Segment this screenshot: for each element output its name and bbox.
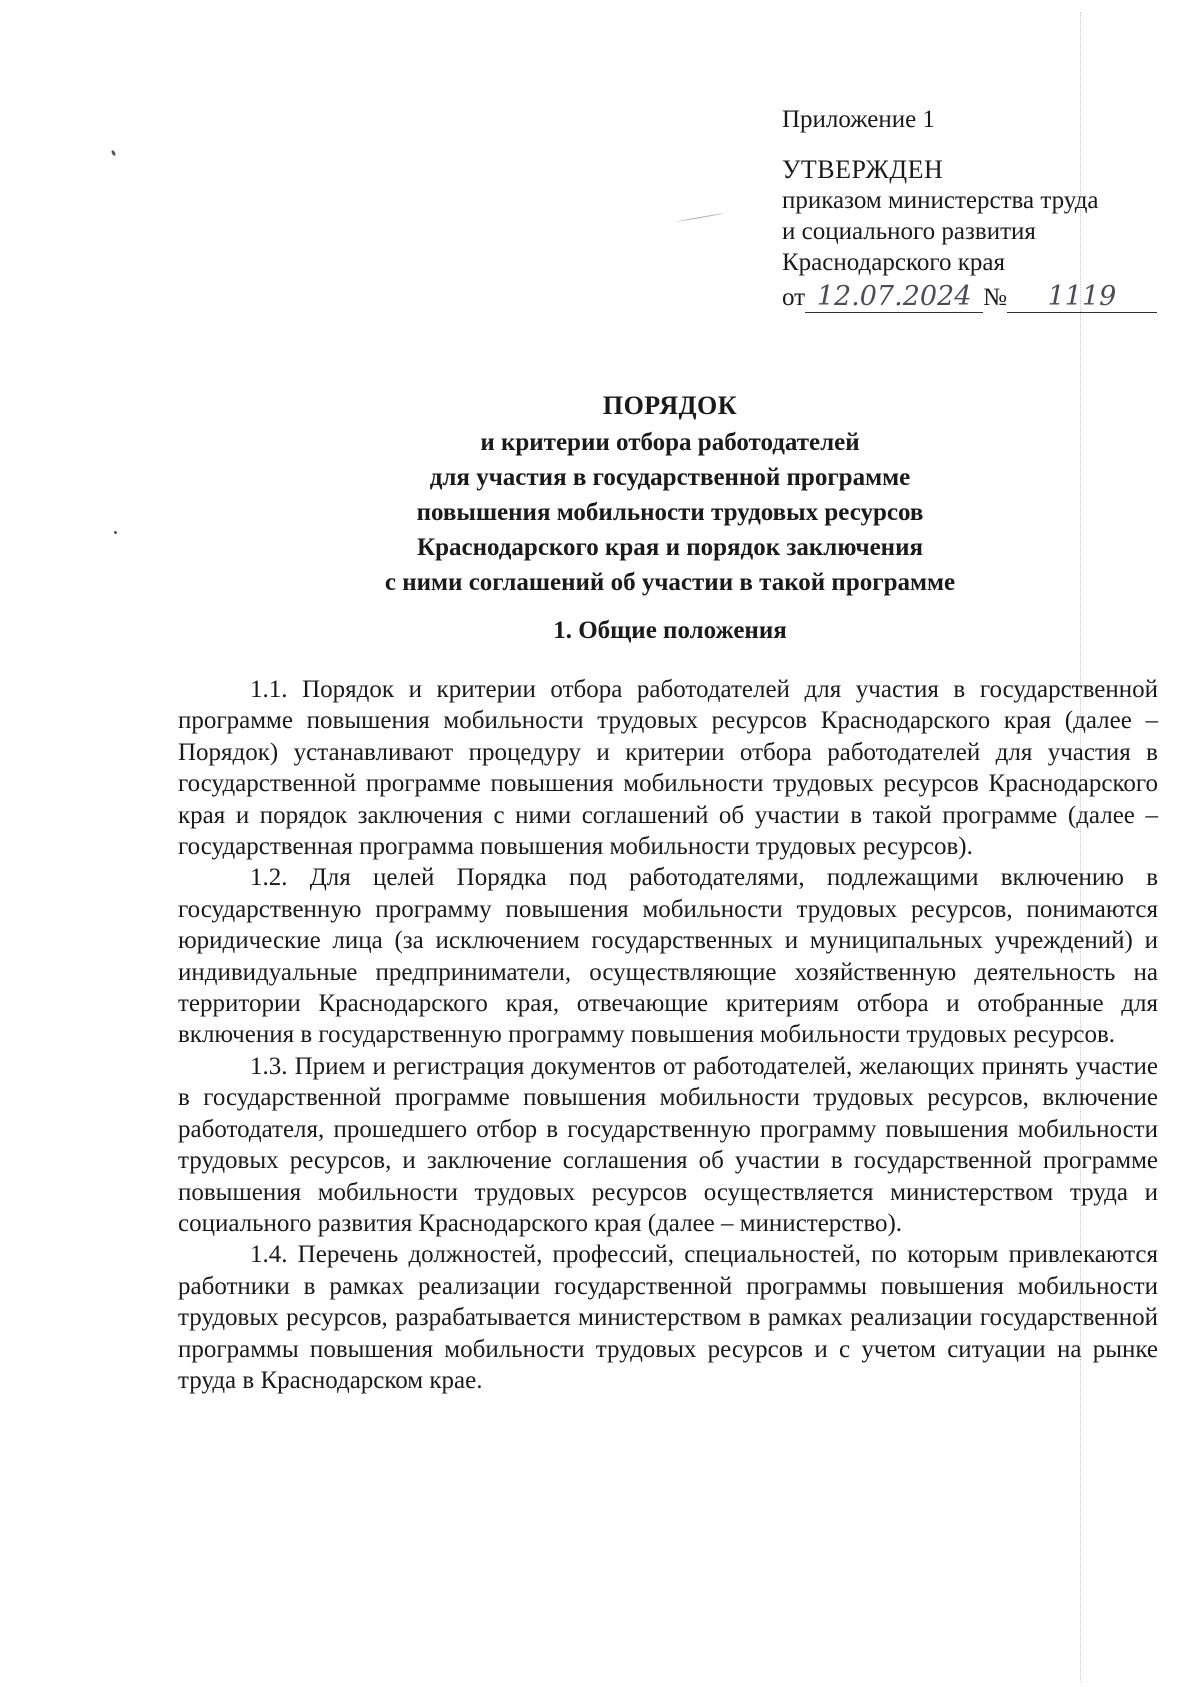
approval-block — [782, 104, 1172, 313]
section-heading: 1. Общие положения — [553, 617, 787, 644]
paragraph-1-3: 1.3. Прием и регистрация документов от работодателей, желающих принять участие в государственной программе повышения мобильности трудовых ресурсов, включение работодателя, прошедшего отбор в государственную программу повышения мобильности трудовых ресурсов, и заключение соглашения об участии в государственной программе повышения мобильности трудовых ресурсов осуществляется министерством труда и социального развития Краснодарского края (далее – министерство). — [178, 1052, 1158, 1237]
approval-line: приказом министерства труда — [782, 187, 1099, 214]
handwritten-number: 1119 — [1007, 282, 1157, 313]
appendix-label: Приложение 1 — [782, 106, 935, 133]
title-line: повышения мобильности трудовых ресурсов — [416, 499, 924, 526]
date-prefix: от — [782, 284, 806, 311]
title-main: ПОРЯДОК — [602, 391, 738, 420]
scan-speck — [676, 213, 723, 222]
title-line: с ними соглашений об участии в такой программе — [384, 569, 956, 596]
title-line: для участия в государственной программе — [429, 464, 911, 491]
paragraph-1-4: 1.4. Перечень должностей, профессий, специальностей, по которым привлекаются работники в рамках реализации государственной программы повышения мобильности трудовых ресурсов, разрабатывается министерством в рамках реализации государственной программы повышения мобильности трудовых ресурсов и с учетом ситуации на рынке труда в Краснодарском крае. — [178, 1241, 1158, 1394]
section-body — [178, 674, 1158, 1396]
handwritten-date: 12.07.2024 — [805, 282, 983, 313]
number-sign: № — [983, 284, 1007, 311]
paragraph-1-1: 1.1. Порядок и критерии отбора работодателей для участия в государственной программе повышения мобильности трудовых ресурсов Краснодарского края (далее – Порядок) устанавливают процедуру и критерии отбора работодателей для участия в государственной программе повышения мобильности трудовых ресурсов Краснодарского края и порядок заключения с ними соглашений об участии в такой программе (далее – государственная программа повышения мобильности трудовых ресурсов). — [178, 676, 1158, 861]
scan-speck — [114, 531, 117, 534]
document-title — [180, 388, 1160, 600]
approved-label: УТВЕРЖДЕН — [782, 155, 944, 184]
approval-line: Краснодарского края — [782, 249, 1005, 276]
approval-line: и социального развития — [782, 218, 1036, 245]
title-line: и критерии отбора работодателей — [480, 429, 860, 456]
title-line: Краснодарского края и порядок заключения — [416, 534, 924, 561]
order-date-number-line — [782, 282, 1172, 313]
paragraph-1-2: 1.2. Для целей Порядка под работодателями, подлежащими включению в государственную программу повышения мобильности трудовых ресурсов, понимаются юридические лица (за исключением государственных и муниципальных учреждений) и индивидуальные предприниматели, осуществляющие хозяйственную деятельность на территории Краснодарского края, отвечающие критериям отбора и отобранные для включения в государственную программу повышения мобильности трудовых ресурсов. — [178, 864, 1158, 1049]
scan-speck — [111, 150, 117, 157]
